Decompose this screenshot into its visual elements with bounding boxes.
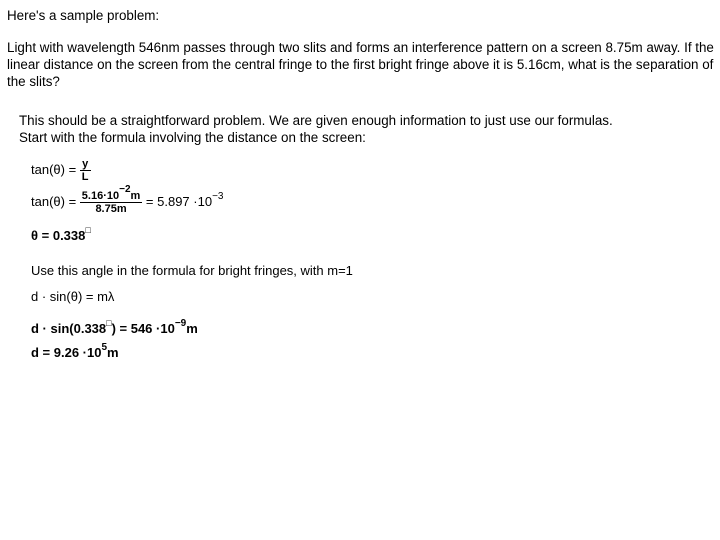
equation-result: $d = 9.26 \cdot 10^5m$ (31, 342, 119, 360)
exponent: −3 (212, 190, 224, 202)
fraction-numerator: y (80, 158, 91, 171)
fraction (80, 158, 91, 183)
equation-substitution: $d \cdot \sin(0.338^□) = 546 \cdot 10^{-9}m$ (31, 318, 198, 336)
fraction (80, 184, 143, 215)
exponent: 5 (101, 342, 108, 353)
fraction-denominator: L (81, 171, 89, 183)
equation-theta-value: θ = 0.338□ (31, 225, 91, 243)
exponent: −9 (174, 318, 187, 329)
step-text: Use this angle in the formula for bright fringes, with m=1 (31, 263, 353, 278)
degree-symbol: □ (85, 225, 91, 235)
equation-tan-definition (31, 158, 91, 183)
degree-symbol: □ (106, 318, 112, 328)
problem-text: Light with wavelength 546nm passes through two slits and forms an interference pattern on a screen 8.75m away. If the linear distance on the screen from the central fringe to the first bright fringe above it is 5.16cm, what is the separation of the slits? (7, 40, 714, 89)
instruction-text: This should be a straightforward problem. We are given enough information to just use our formulas. Start with the formula involving the distance on the screen: (19, 113, 613, 145)
equation-bright-fringe-formula: d · sin(θ) = mλ (31, 289, 115, 304)
fraction-numerator: $5.16\cdot 10^{-2}m$ (81, 184, 141, 202)
equation-lhs: tan(θ) = (31, 161, 77, 177)
equation-lhs: tan(θ) = (31, 193, 77, 209)
fraction-denominator: 8.75m (95, 203, 127, 215)
equation-tan-value (31, 184, 224, 215)
equation-rhs: = 5.897 ·10 (145, 193, 213, 209)
intro-text: Here's a sample problem: (7, 8, 160, 23)
